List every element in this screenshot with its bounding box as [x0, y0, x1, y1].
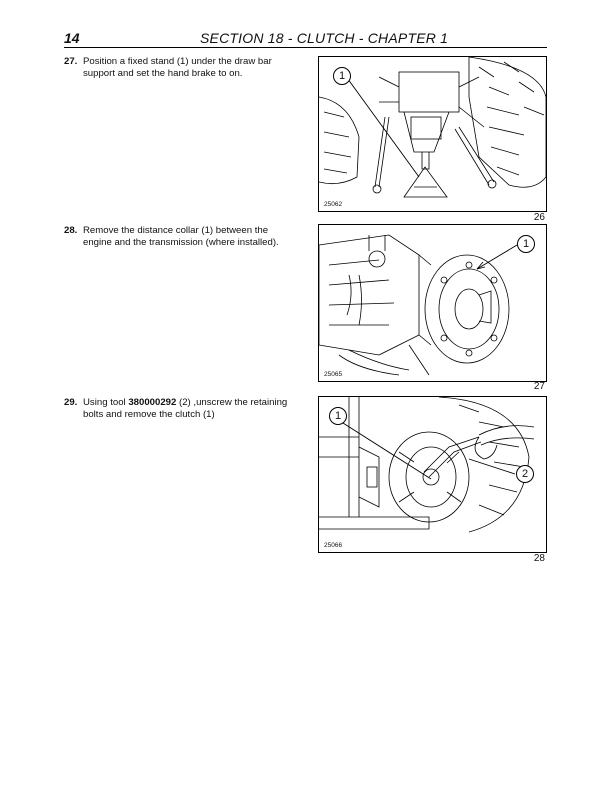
- engine-transmission-collar-illustration: [319, 225, 546, 381]
- page-number: 14: [64, 30, 80, 46]
- callout-1: 1: [333, 67, 351, 85]
- section-title: SECTION 18 - CLUTCH - CHAPTER 1: [200, 30, 449, 46]
- step-text-after: (2) ,unscrew the retaining bolts and remove the clutch (1): [83, 397, 288, 420]
- figure-28: [318, 396, 547, 553]
- callout-1: 1: [329, 407, 347, 425]
- step-number: 29.: [64, 397, 78, 408]
- figure-code: 25066: [324, 542, 343, 549]
- figure-caption: 28: [533, 553, 545, 564]
- step-29: [64, 397, 296, 421]
- clutch-removal-tool-illustration: [319, 397, 546, 552]
- step-text: Remove the distance collar (1) between the engine and the transmission (where installed).: [83, 225, 279, 248]
- figure-caption: 26: [533, 212, 545, 223]
- tractor-drawbar-stand-illustration: [319, 57, 546, 211]
- step-28: [64, 225, 296, 249]
- step-text: Position a fixed stand (1) under the draw bar support and set the hand brake to on.: [83, 56, 272, 79]
- step-number: 27.: [64, 56, 78, 67]
- tool-number: 380000292: [128, 397, 177, 408]
- figure-caption: 27: [533, 381, 545, 392]
- figure-27: [318, 224, 547, 382]
- figure-code: 25065: [324, 371, 343, 378]
- step-27: [64, 56, 296, 80]
- figure-26: [318, 56, 547, 212]
- callout-1: 1: [517, 235, 535, 253]
- header-rule: [64, 47, 547, 48]
- callout-2: 2: [516, 465, 534, 483]
- step-text: [64, 397, 296, 421]
- step-text-before: Using tool: [83, 397, 129, 408]
- figure-code: 25062: [324, 201, 343, 208]
- step-number: 28.: [64, 225, 78, 236]
